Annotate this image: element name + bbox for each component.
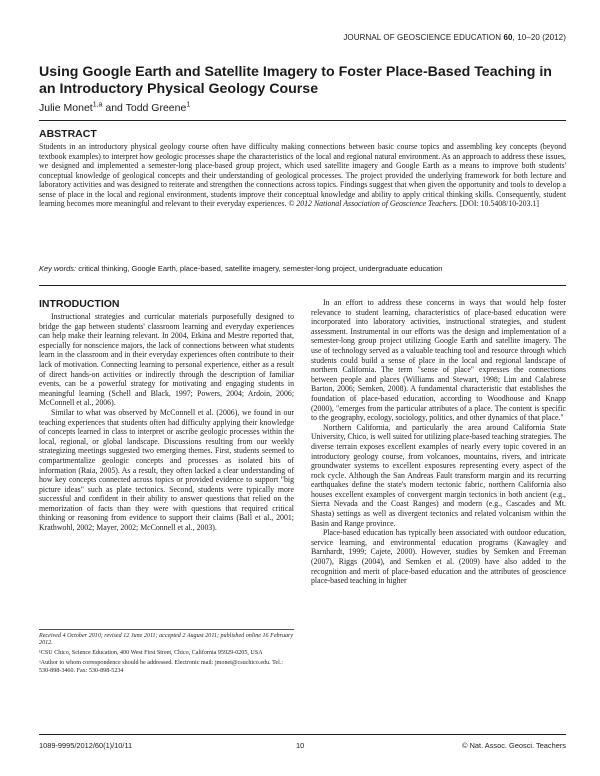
keywords-label: Key words: — [39, 264, 77, 273]
journal-name: JOURNAL OF GEOSCIENCE EDUCATION — [343, 33, 502, 42]
footer-copyright: © Nat. Assoc. Geosci. Teachers — [462, 741, 566, 750]
body-paragraph: Place-based education has typically been associated with outdoor education, service learning, and environmental education programs (Kawagley and Barnhardt, 1999; Cajete, 2000). However, studies by Semken and Freeman (2007), Riggs (2004), and Semken et al. (2009) have also added to the recognition and merit of place-based education and the attributes of geoscience place-based teaching in higher — [311, 528, 566, 586]
body-paragraph: Northern California, and particularly the area around California State University, Chico, is well suited for utilizing place-based teaching strategies. The diverse terrain exposes excellent examples of nearly every topic covered in an introductory geology course, from volcanoes, mountains, rivers, and intricate groundwater systems to excellent exposures representing every aspect of the rock cycle. Although the San Andreas Fault transform margin and its recurring earthquakes define the state's modern tectonic fabric, northern California also houses excellent examples of convergent margin tectonics in both ancient (e.g., Sierra Nevada and the Coast Ranges) and modern (e.g., Cascades and Mt. Shasta) settings as well as divergent tectonics and related volcanism within the Basin and Range province. — [311, 422, 566, 528]
footnote-divider — [39, 629, 294, 630]
article-title: Using Google Earth and Satellite Imagery to Foster Place-Based Teaching in an Introductory Physical Geology Course — [39, 64, 552, 97]
divider — [39, 120, 566, 121]
abstract-doi: [DOI: 10.5408/10-203.1] — [457, 199, 539, 209]
author-name: Todd Greene — [125, 102, 187, 114]
journal-running-header — [343, 33, 566, 42]
keywords-text: critical thinking, Google Earth, place-based, satellite imagery, semester-long project, undergraduate education — [76, 264, 443, 273]
body-paragraph: Similar to what was observed by McConnell et al. (2006), we found in our teaching experiences that students often had difficulty applying their knowledge of concepts learned in class to interpret or ascribe geologic processes within the local, regional, or global landscape. Discussions resulting from our weekly strategizing meetings suggested two emerging themes. First, students seemed to compartmentalize geologic concepts and processes as isolated bits of information (Raia, 2005). As a result, they often lacked a clear understanding of how key concepts connected across topics or provided evidence to support "big picture ideas" such as plate tectonics. Second, students were typically more successful and confident in their ability to answer questions that relied on the memorization of facts than they were with questions that required critical thinking or reasoning from evidence to support their claims (Ball et al., 2001; Krathwohl, 2002; Mayer, 2002; McConnell et al., 2003). — [39, 407, 294, 533]
footnote-affiliation: ¹CSU Chico, Science Education, 400 West First Street, Chico, California 95929-0205, USA — [39, 650, 263, 657]
footnote-received — [39, 633, 294, 648]
author-affiliation-mark: 1,a — [92, 101, 103, 109]
abstract-copyright: © 2012 National Association of Geoscience Teachers. — [288, 199, 458, 209]
body-paragraph: Instructional strategies and curricular materials purposefully designed to bridge the gap between students' classroom learning and everyday experiences can help make their learning relevant. In 2004, Etkina and Mestre reported that, especially for nonscience majors, the lack of connections between what students learn in the classroom and in their everyday experiences often contribute to their lack of motivation. Connecting learning to personal experience, either as a result of direct hands-on activities or indirectly through the description of familiar events, can be a powerful strategy for motivating and engaging students in meaningful learning (Schell and Black, 1997; Powers, 2004; Ardoin, 2006; McConnell et al., 2006). — [39, 312, 294, 408]
abstract-heading: ABSTRACT — [39, 128, 97, 140]
journal-pages: , 10–20 (2012) — [512, 33, 566, 42]
footer-issn: 1089-9995/2012/60(1)/10/11 — [39, 741, 133, 750]
introduction-heading: INTRODUCTION — [39, 298, 120, 310]
footnote-received-text: Received 4 October 2010; revised 12 June 2011; accepted 2 August 2011; published online 16 February 2012. — [39, 633, 294, 647]
divider — [39, 285, 566, 286]
body-paragraph: In an effort to address these concerns in ways that would help foster relevance to student learning, characteristics of place-based education were incorporated into laboratory activities, instructional strategies, and student assessment. Instrumental in our efforts was the design and implementation of a semester-long group project utilizing Google Earth and satellite imagery. The use of technology served as a valuable teaching tool and resource through which students could build a sense of place in the local and regional landscape of northern California. The term "sense of place" expresses the connections between people and places (Williams and Stewart, 1998; Lim and Calabrese Barton, 2006; Semken, 2008). A fundamental characteristic that establishes the foundation of place-based education, according to Woodhouse and Knapp (2000), "emerges from the particular attributes of a place. The content is specific to the geography, ecology, sociology, politics, and other dynamics of that place." — [311, 298, 566, 423]
footnotes — [39, 633, 294, 678]
footnote-correspondence: ᵃAuthor to whom correspondence should be addressed. Electronic mail: jmonet@csuchico.edu. Tel.: 530-898-3460. Fax: 530-898-5234 — [39, 660, 283, 674]
author-line — [39, 102, 190, 114]
divider — [39, 734, 566, 735]
author-name: Julie Monet — [39, 102, 93, 114]
keywords — [39, 264, 566, 273]
abstract-text: Students in an introductory physical geology course often have difficulty making connections between basic course topics and assembling key concepts (beyond textbook examples) to interpret how geologic processes shape the characteristics of the local and regional natural environment. As an approach to address these issues, we designed and implemented a semester-long place-based group project, which used satellite imagery and Google Earth as a means to improve both students' conceptual knowledge of geological concepts and their understanding of geological processes. The project provided the underlying framework for both lecture and laboratory activities and was designed to reiterate and strengthen the connections across topics. Findings suggest that when given the opportunity and tools to develop a sense of place in the local and regional environment, students improve their conceptual knowledge and ability to apply critical thinking skills. Consequently, student learning becomes more meaningful and relevant to their everyday experiences. — [39, 142, 566, 209]
footer-page-number: 10 — [296, 741, 305, 750]
abstract-body — [39, 142, 566, 209]
right-column — [311, 298, 566, 586]
left-column — [39, 298, 294, 533]
author-affiliation-mark: 1 — [186, 101, 191, 109]
author-conjunction: and — [102, 102, 126, 114]
journal-volume: 60 — [503, 33, 513, 42]
